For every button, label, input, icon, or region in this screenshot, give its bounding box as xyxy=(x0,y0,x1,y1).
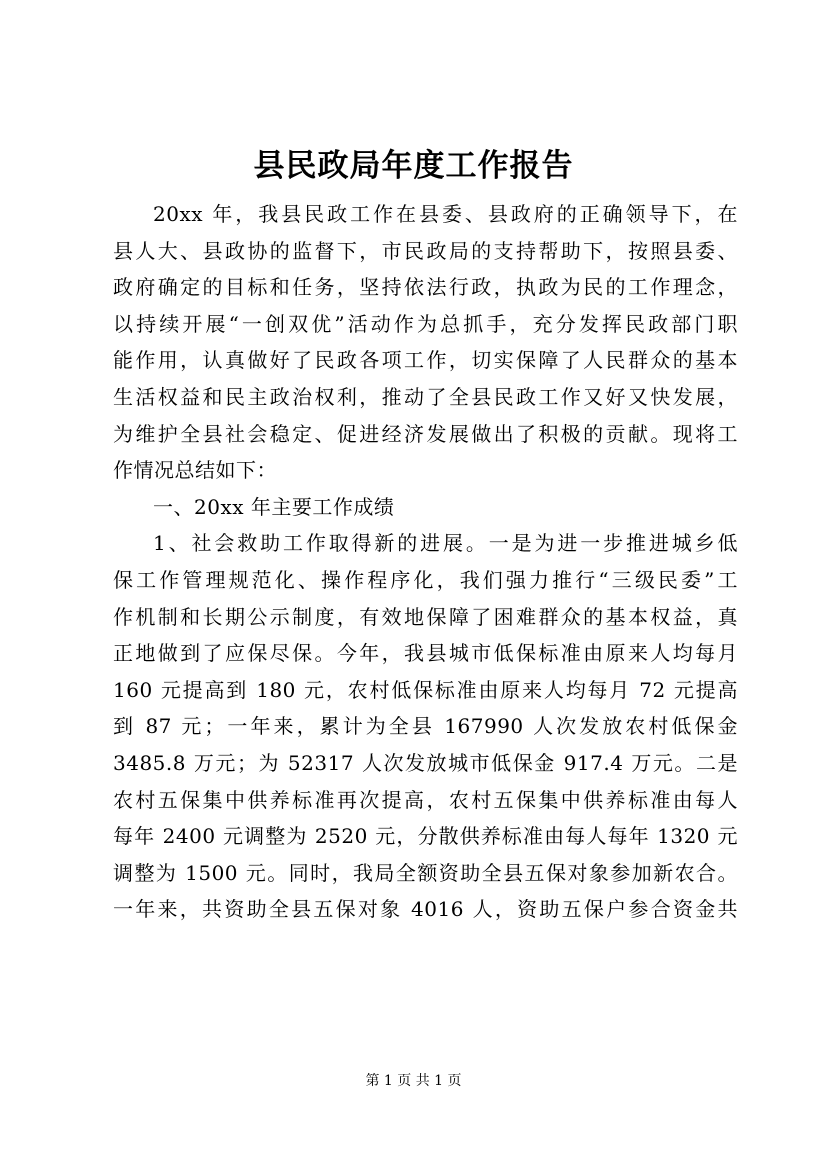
text-line: 为维护全县社会稳定、促进经济发展做出了积极的贡献。现将工 xyxy=(113,421,738,446)
text-line: 一、20xx 年主要工作成绩 xyxy=(153,494,395,519)
text-line: 县人大、县政协的监督下，市民政局的支持帮助下，按照县委、 xyxy=(113,238,738,263)
text-line: 作情况总结如下： xyxy=(113,458,277,483)
page-footer: 第 1 页 共 1 页 xyxy=(365,1073,462,1089)
text-line: 一年来，共资助全县五保对象 4016 人，资助五保户参合资金共 xyxy=(113,897,738,922)
text-line: 每年 2400 元调整为 2520 元，分散供养标准由每人每年 1320 元 xyxy=(113,824,738,849)
text-line: 能作用，认真做好了民政各项工作，切实保障了人民群众的基本 xyxy=(113,348,738,373)
text-line: 160 元提高到 180 元，农村低保标准由原来人均每月 72 元提高 xyxy=(113,677,738,702)
text-line: 正地做到了应保尽保。今年，我县城市低保标准由原来人均每月 xyxy=(113,641,738,666)
text-line: 20xx 年，我县民政工作在县委、县政府的正确领导下，在 xyxy=(153,202,738,226)
text-line: 3485.8 万元；为 52317 人次发放城市低保金 917.4 万元。二是 xyxy=(113,750,738,775)
text-line: 作机制和长期公示制度，有效地保障了困难群众的基本权益，真 xyxy=(113,604,738,629)
document-body xyxy=(113,196,738,928)
text-line: 以持续开展“一创双优”活动作为总抓手，充分发挥民政部门职 xyxy=(113,311,738,336)
text-line: 1、社会救助工作取得新的进展。一是为进一步推进城乡低 xyxy=(153,531,738,556)
text-line: 政府确定的目标和任务，坚持依法行政，执政为民的工作理念， xyxy=(113,275,738,300)
text-line: 生活权益和民主政治权利，推动了全县民政工作又好又快发展， xyxy=(113,384,738,409)
text-line: 农村五保集中供养标准再次提高，农村五保集中供养标准由每人 xyxy=(113,787,738,812)
document-title: 县民政局年度工作报告 xyxy=(253,148,574,184)
text-line: 调整为 1500 元。同时，我局全额资助全县五保对象参加新农合。 xyxy=(113,860,738,885)
text-line: 保工作管理规范化、操作程序化，我们强力推行“三级民委”工 xyxy=(113,567,738,592)
text-line: 到 87 元；一年来，累计为全县 167990 人次发放农村低保金 xyxy=(113,714,738,739)
